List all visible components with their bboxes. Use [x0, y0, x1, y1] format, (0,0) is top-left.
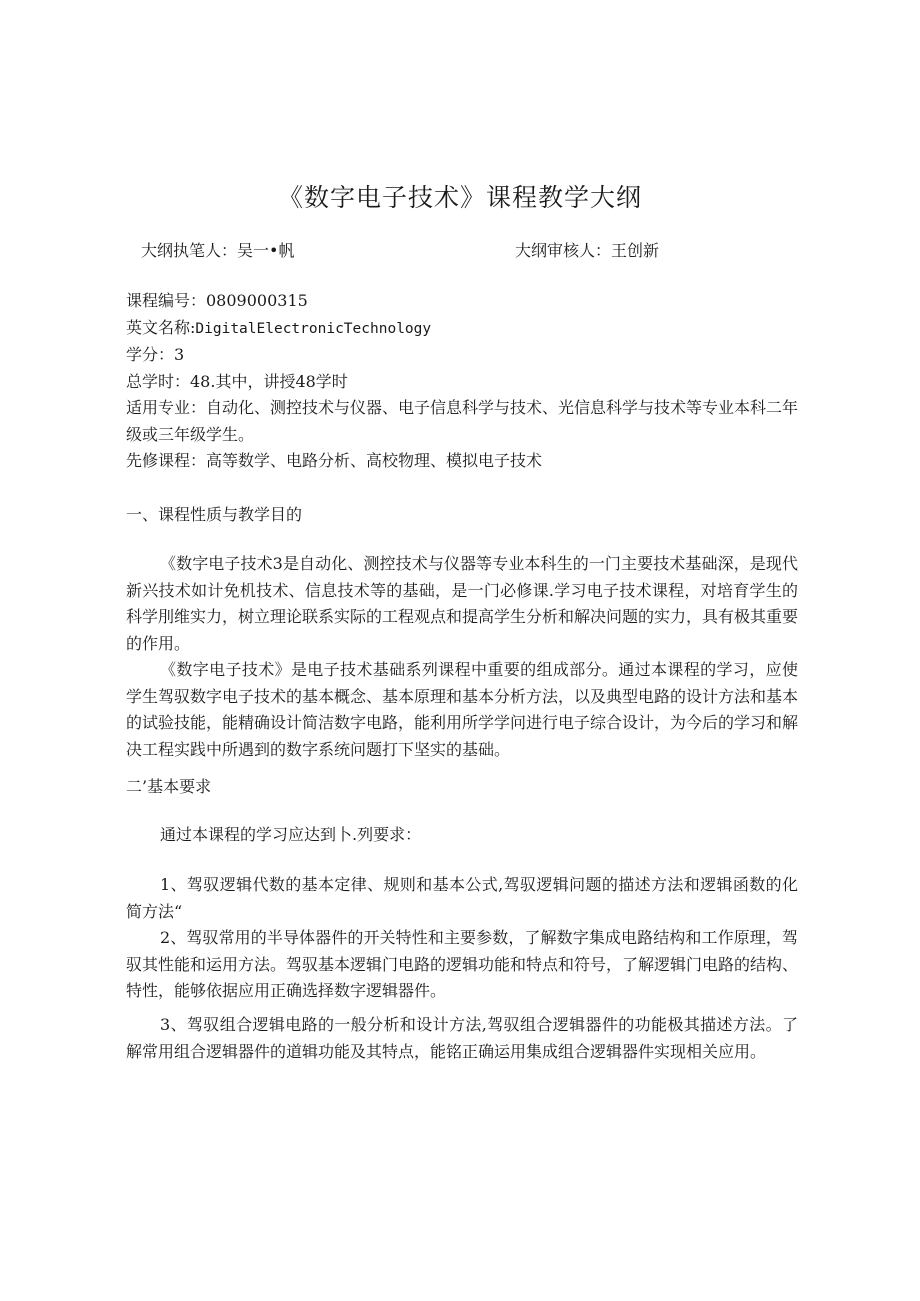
section-1-paragraph-2: 《数字电子技术》是电子技术基础系列课程中重要的组成部分。通过本课程的学习，应使学生驾驭数字电子技术的基本概念、基本原理和基本分析方法，以及典型电路的设计方法和基本的试验技能，能精确设计简洁数字电路，能利用所学学问进行电子综合设计，为今后的学习和解决工程实践中所遇到的数字系统问题打下坚实的基础。 — [126, 660, 799, 759]
requirement-item-3: 3、驾驭组合逻辑电路的一般分析和设计方法,驾驭组合逻辑器件的功能极其描述方法。了解常用组合逻辑器件的道辑功能及其特点，能铭正确运用集成组合逻辑器件实现相关应用。 — [126, 1015, 798, 1061]
course-code: 课程编号：0809000315 — [126, 291, 308, 310]
course-meta — [126, 288, 806, 475]
section-2-heading: 二’基本要求 — [126, 777, 212, 796]
course-hours: 总学时：48.其中，讲授48学时 — [126, 371, 348, 391]
section-1-paragraph-1: 《数字电子技术3是自动化、测控技术与仪器等专业本科生的一门主要技术基础深，是现代新兴技术如计免机技术、信息技术等的基础，是一门必修课.学习电子技术课程，对培育学生的科学刖维实力，树立理论联系实际的工程观点和提高学生分析和解决问题的实力，具有极其重要的作用。 — [126, 554, 799, 653]
author-reviewer: 大纲审核人：王创新 — [515, 241, 660, 260]
english-name-value: DigitalElectronicTechnology — [195, 320, 432, 337]
course-majors: 适用专业：自动化、测控技术与仪器、电子信息科学与技术、光信息科学与技术等专业本科二年级或三年级学生。 — [126, 398, 799, 444]
requirement-item-1: 1、驾驭逻辑代数的基本定律、规则和基本公式,驾驭逻辑问题的描述方法和逻辑函数的化简方法“ — [126, 875, 798, 921]
author-line — [141, 238, 841, 264]
course-english-name — [126, 315, 806, 343]
author-writer: 大纲执笔人：吴一•帆 — [141, 241, 295, 260]
section-1-heading: 一、课程性质与教学目的 — [126, 505, 303, 524]
section-2-intro: 通过本课程的学习应达到卜.列要求： — [160, 825, 422, 844]
requirement-item-2: 2、驾驭常用的半导体器件的开关特性和主要参数，了解数字集成电路结构和工作原理，驾驭其性能和运用方法。驾驭基本逻辑门电路的逻辑功能和特点和符号，了解逻辑门电路的结构、特性，能够依据应用正确选择数字逻辑器件。 — [126, 928, 799, 1000]
course-credits: 学分：3 — [126, 345, 185, 364]
course-prerequisites: 先修课程：高等数学、电路分析、高校物理、模拟电子技术 — [126, 451, 543, 470]
document-title: 《数字电子技术》课程教学大纲 — [277, 183, 642, 212]
english-name-label: 英文名称: — [126, 317, 196, 337]
